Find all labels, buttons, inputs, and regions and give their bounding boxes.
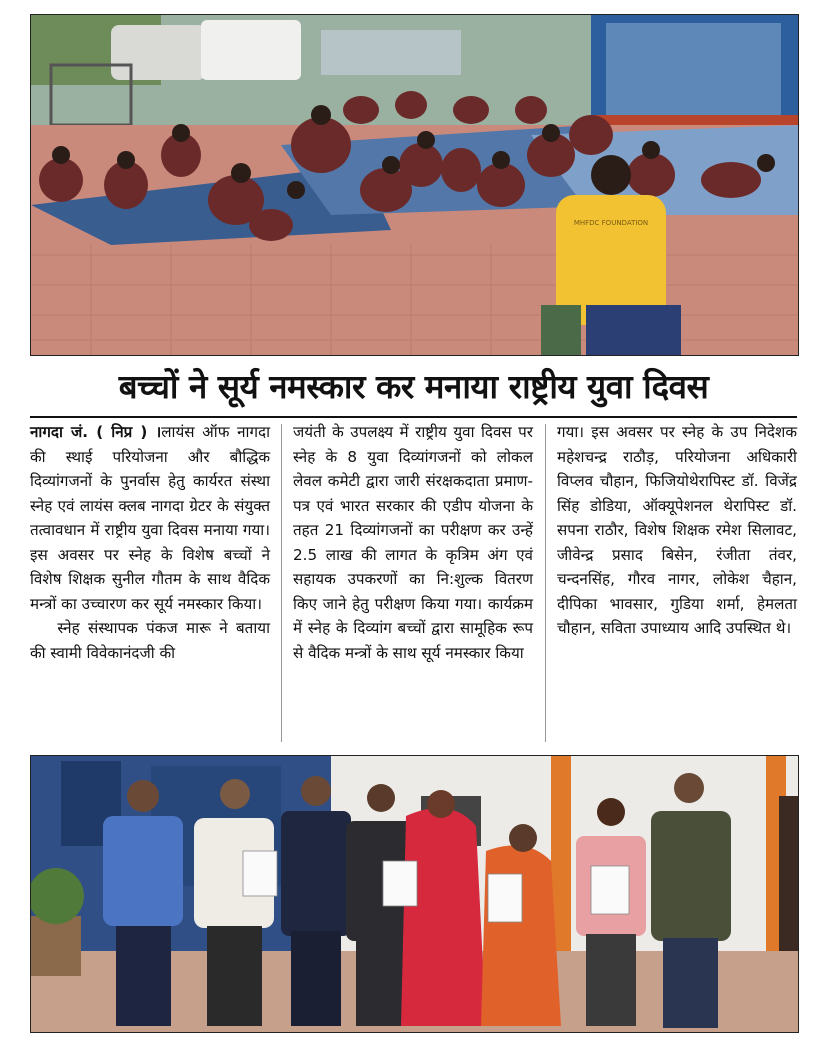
article-column-1 (30, 420, 270, 746)
parked-van (201, 20, 301, 80)
column-1-paragraph-1: लायंस ऑफ नागदा की स्थाई परियोजना और बौद्धिक दिव्यांगजनों के पुनर्वास हेतु कार्यरत संस्था स्नेह एवं लायंस क्लब नागदा ग्रेटर के संयुक्त तत्वावधान में राष्ट्रीय युवा दिवस मनाया गया। इस अवसर पर स्नेह के विशेष बच्चों ने विशेष शिक्षक सुनील गौतम के साथ वैदिक मन्त्रों का उच्चारण कर सूर्य नमस्कार किया। (30, 423, 271, 613)
bottom-photo-certificate-distribution (30, 755, 799, 1033)
vest-print: MHFDC FOUNDATION (573, 219, 649, 227)
bottom-photo-illustration (31, 756, 798, 1032)
column-divider (281, 424, 282, 742)
instructor-head (591, 155, 631, 195)
plant-pot (31, 916, 81, 976)
parked-car (111, 25, 206, 80)
column-1-paragraph-2: स्नेह संस्थापक पंकज मारू ने बताया की स्वामी विवेकानंदजी की (30, 619, 270, 662)
top-photo-surya-namaskar (30, 14, 799, 356)
article-headline: बच्चों ने सूर्य नमस्कार कर मनाया राष्ट्रीय युवा दिवस (118, 367, 709, 406)
article-column-3 (557, 420, 797, 746)
top-photo-illustration (31, 15, 798, 355)
dateline: नागदा जं. ( निप्र ) । (30, 423, 162, 441)
column-divider (545, 424, 546, 742)
column-2-text: जयंती के उपलक्ष्य में राष्ट्रीय युवा दिवस पर स्नेह के 8 युवा दिव्यांगजनों को लोकल लेवल कमेटी द्वारा जारी संरक्षकदाता प्रमाण-पत्र एवं भारत सरकार की एडीप योजना के तहत 21 दिव्यांगजनों का परीक्षण कर उन्हें 2.5 लाख की लागत के कृत्रिम अंग एवं सहायक उपकरणों का नि:शुल्क वितरण किए जाने हेतु परीक्षण किया गया। कार्यक्रम में स्नेह के दिव्यांग बच्चों द्वारा सामूहिक रूप से वैदिक मन्त्रों के साथ सूर्य नमस्कार किया (293, 423, 533, 662)
column-3-text: गया। इस अवसर पर स्नेह के उप निदेशक महेशचन्द्र राठौड़, परियोजना अधिकारी विप्लव चौहान, फिजियोथेरापिस्ट डॉ. विजेंद्र सिंह डोडिया, ऑक्यूपेशनल थेरापिस्ट डॉ. सपना राठौर, विशेष शिक्षक रमेश सिलावट, जीवेन्द्र प्रसाद बिसेन, रंजीता तंवर, चन्दनसिंह, गौरव नागर, लोकेश चैहान, दीपिका भावसार, गुडिया शर्मा, हेमलता चौहान, सविता उपाध्याय आदि उपस्थित थे। (557, 423, 797, 637)
headline-rule (30, 416, 797, 418)
article-column-2 (293, 420, 533, 746)
